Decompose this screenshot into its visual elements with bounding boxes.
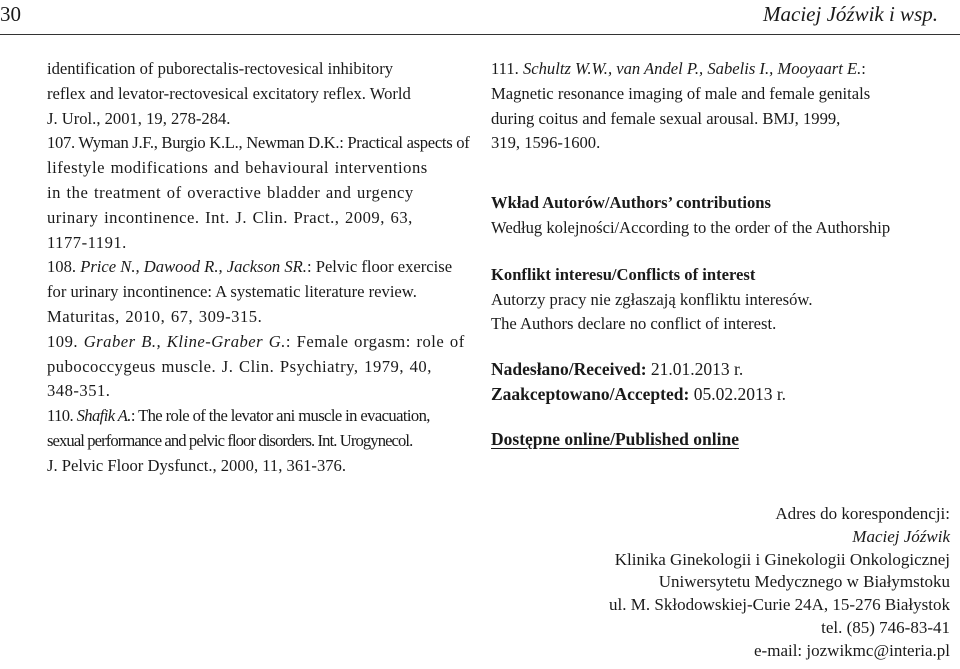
ref-line: urinary incontinence. Int. J. Clin. Pract., 2009, 63, bbox=[47, 207, 413, 227]
ref-authors: Price N., Dawood R., Jackson SR. bbox=[80, 257, 307, 277]
address-label: Adres do korespondencji: bbox=[775, 504, 950, 523]
accepted-line bbox=[491, 382, 953, 407]
spacer bbox=[491, 241, 953, 263]
address-line1: Klinika Ginekologii i Ginekologii Onkologicznej bbox=[614, 549, 950, 569]
ref-line: J. Urol., 2001, 19, 278-284. bbox=[47, 108, 231, 128]
header-rule bbox=[0, 34, 960, 35]
ref-line: identification of puborectalis-rectovesical inhibitory bbox=[47, 59, 394, 78]
received-line bbox=[491, 357, 953, 382]
conflict-text-pl: Autorzy pracy nie zgłaszają konfliktu interesów. bbox=[491, 289, 813, 309]
spacer bbox=[491, 407, 953, 427]
ref-line: sexual performance and pelvic floor disorders. Int. Urogynecol. bbox=[47, 430, 413, 450]
running-head: Maciej Jóźwik i wsp. bbox=[763, 2, 938, 26]
ref-line: J. Pelvic Floor Dysfunct., 2000, 11, 361-376. bbox=[47, 455, 346, 475]
ref-line bbox=[47, 131, 473, 156]
ref-line: during coitus and female sexual arousal. BMJ, 1999, bbox=[491, 108, 841, 128]
reference-106-tail bbox=[47, 57, 473, 131]
spacer bbox=[491, 156, 953, 191]
ref-line bbox=[47, 404, 473, 429]
ref-text: : Practical aspects of bbox=[339, 133, 470, 153]
contributions-title: Wkład Autorów/Authors’ contributions bbox=[491, 193, 771, 213]
spacer bbox=[491, 337, 953, 357]
ref-authors: Schultz W.W., van Andel P., Sabelis I., Mooyaart E. bbox=[522, 59, 862, 78]
correspondence-address bbox=[609, 503, 950, 663]
address-name: Maciej Jóźwik bbox=[852, 526, 950, 546]
dates-section bbox=[491, 357, 953, 407]
ref-line bbox=[491, 57, 953, 82]
received-label: Nadesłano/Received: bbox=[491, 359, 647, 380]
contributions-section bbox=[491, 191, 953, 241]
address-email: e-mail: jozwikmc@interia.pl bbox=[754, 640, 950, 660]
ref-line: 348-351. bbox=[47, 381, 111, 401]
reference-110 bbox=[47, 404, 473, 478]
conflict-section bbox=[491, 263, 953, 337]
ref-text: : The role of the levator ani muscle in evacuation, bbox=[130, 406, 430, 426]
received-value: 21.01.2013 r. bbox=[650, 359, 744, 380]
ref-line: lifestyle modifications and behavioural interventions bbox=[47, 158, 428, 178]
address-line3: ul. M. Skłodowskiej-Curie 24A, 15-276 Białystok bbox=[609, 595, 950, 615]
ref-line: 1177-1191. bbox=[47, 232, 127, 252]
ref-authors: Graber B., Kline-Graber G. bbox=[83, 331, 286, 351]
ref-authors: Shafik A. bbox=[76, 406, 131, 426]
ref-line bbox=[47, 330, 473, 355]
ref-number: 108. bbox=[47, 257, 77, 277]
address-line2: Uniwersytetu Medycznego w Białymstoku bbox=[658, 572, 950, 592]
conflict-title: Konflikt interesu/Conflicts of interest bbox=[491, 264, 756, 284]
ref-line: 319, 1596-1600. bbox=[491, 133, 601, 153]
ref-text: : bbox=[861, 59, 866, 78]
address-phone: tel. (85) 746-83-41 bbox=[821, 617, 950, 637]
ref-text: : Female orgasm: role of bbox=[285, 331, 465, 351]
published-online: Dostępne online/Published online bbox=[491, 428, 739, 449]
contributions-text: Według kolejności/According to the order of the Authorship bbox=[491, 217, 891, 237]
ref-line: for urinary incontinence: A systematic literature review. bbox=[47, 282, 417, 302]
ref-number: 110. bbox=[47, 406, 74, 426]
ref-text: : Pelvic floor exercise bbox=[306, 257, 453, 277]
accepted-label: Zaakceptowano/Accepted: bbox=[491, 383, 690, 404]
conflict-text-en: The Authors declare no conflict of interest. bbox=[491, 314, 777, 334]
reference-111 bbox=[491, 57, 953, 156]
right-column bbox=[491, 57, 953, 452]
ref-line bbox=[47, 255, 473, 280]
ref-number: 107. bbox=[47, 133, 75, 153]
reference-108 bbox=[47, 255, 473, 329]
ref-line: reflex and levator-rectovesical excitatory reflex. World bbox=[47, 83, 411, 103]
ref-line: in the treatment of overactive bladder and urgency bbox=[47, 182, 414, 202]
reference-107 bbox=[47, 131, 473, 255]
ref-number: 111. bbox=[491, 59, 519, 78]
ref-line: Maturitas, 2010, 67, 309-315. bbox=[47, 306, 263, 326]
reference-109 bbox=[47, 330, 473, 404]
accepted-value: 05.02.2013 r. bbox=[693, 383, 787, 404]
ref-number: 109. bbox=[47, 331, 79, 351]
ref-authors: Wyman J.F., Burgio K.L., Newman D.K. bbox=[78, 133, 340, 153]
ref-line: Magnetic resonance imaging of male and female genitals bbox=[491, 83, 871, 103]
page-number: 30 bbox=[0, 2, 21, 26]
left-column bbox=[47, 57, 473, 479]
ref-line: pubococcygeus muscle. J. Clin. Psychiatry, 1979, 40, bbox=[47, 356, 432, 376]
